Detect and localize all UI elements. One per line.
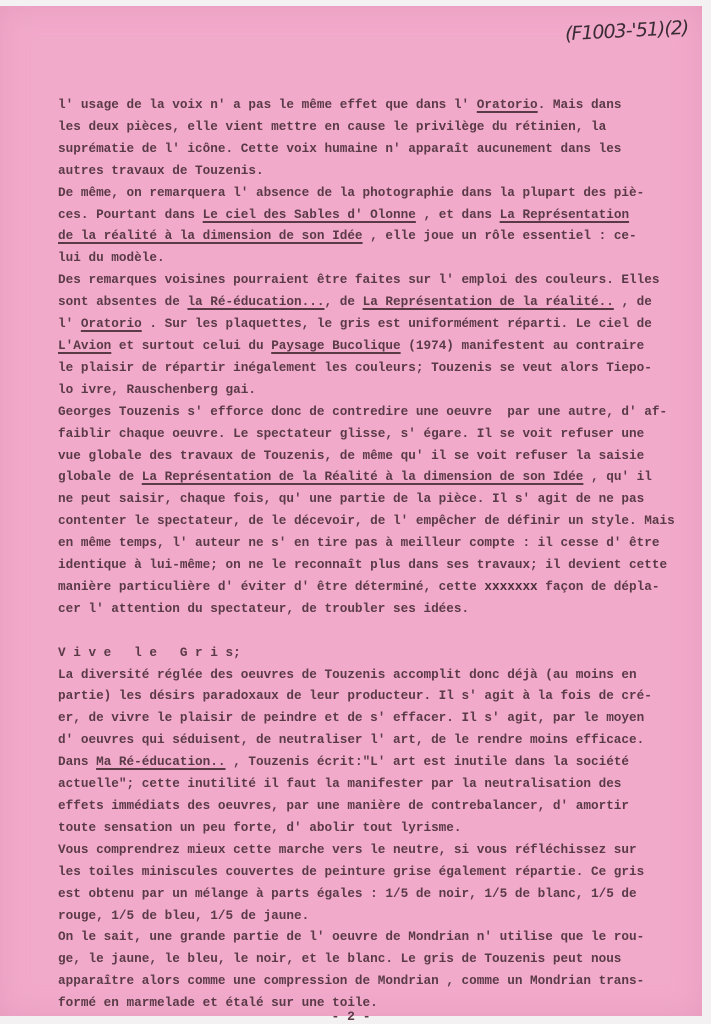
underlined-title: La Représentation [499, 206, 630, 222]
text-segment: Georges Touzenis s' efforce donc de contredire une oeuvre par une autre, d' af- [58, 403, 668, 419]
text-segment: lui du modèle. [58, 250, 165, 266]
underlined-title: de la réalité à la dimension de son Idée [58, 228, 363, 244]
text-segment: partie) les désirs paradoxaux de leur producteur. Il s' agit à la fois de cré- [58, 688, 652, 704]
text-segment: lo ivre, Rauschenberg gai. [58, 381, 256, 397]
text-segment: Des remarques voisines pourraient être faites sur l' emploi des couleurs. Elles [58, 272, 660, 288]
text-line [58, 707, 688, 729]
text-segment: De même, on remarquera l' absence de la photographie dans la plupart des piè- [58, 184, 645, 200]
text-line [58, 620, 688, 642]
text-segment: , elle joue un rôle essentiel : ce- [362, 228, 637, 244]
text-segment: l' [58, 316, 81, 332]
text-segment: les deux pièces, elle vient mettre en cause le privilège du rétinien, la [58, 118, 607, 134]
text-segment: er, de vivre le plaisir de peindre et de s' effacer. Il s' agit, par le moyen [58, 710, 645, 726]
text-line [58, 466, 688, 488]
text-line [58, 883, 688, 905]
text-segment: façon de dépla- [537, 578, 660, 594]
text-segment: , et dans [415, 206, 500, 222]
struck-out-text: xxxxxxx [484, 578, 538, 594]
page-number: - 2 - [331, 1009, 371, 1024]
text-line [58, 291, 688, 313]
text-segment: toute sensation un peu forte, d' abolir tout lyrisme. [58, 819, 462, 835]
text-line [58, 313, 688, 335]
text-line [58, 576, 688, 598]
text-segment: ge, le jaune, le bleu, le noir, et le blanc. Le gris de Touzenis peut nous [58, 951, 622, 967]
text-segment: Dans [58, 754, 97, 770]
underlined-title: la Ré-éducation... [187, 294, 325, 310]
text-segment: V i v e l e G r i s; [58, 644, 241, 660]
text-line [58, 664, 688, 686]
text-line [58, 204, 688, 226]
text-segment: (1974) manifestent au contraire [400, 337, 645, 353]
text-segment: , de [324, 294, 363, 310]
text-line [58, 401, 688, 423]
text-line [58, 160, 688, 182]
underlined-title: Oratorio [476, 97, 538, 112]
text-segment: . Mais dans [537, 97, 622, 112]
text-segment: sont absentes de [58, 294, 188, 310]
text-segment: d' oeuvres qui séduisent, de neutraliser l' art, de le rendre moins efficace. [58, 732, 645, 748]
underlined-title: Ma Ré-éducation.. [96, 754, 226, 770]
text-segment: La diversité réglée des oeuvres de Touzenis accomplit donc déjà (au moins en [58, 666, 637, 682]
text-segment: Vous comprendrez mieux cette marche vers le neutre, si vous réfléchissez sur [58, 841, 637, 857]
text-segment: contenter le spectateur, de le décevoir, de l' empêcher de définir un style. Mais [58, 513, 675, 529]
text-line [58, 116, 688, 138]
underlined-title: La Représentation de la Réalité à la dimension de son Idée [141, 469, 584, 485]
text-line [58, 773, 688, 795]
text-segment: suprématie de l' icône. Cette voix humaine n' apparaît aucunement dans les [58, 140, 622, 156]
text-segment: est obtenu par un mélange à parts égales : 1/5 de noir, 1/5 de blanc, 1/5 de [58, 885, 637, 901]
text-line [58, 685, 688, 707]
text-line [58, 642, 688, 664]
text-line [58, 225, 688, 247]
text-line [58, 729, 688, 751]
text-line [58, 598, 688, 620]
text-line [58, 247, 688, 269]
underlined-title: L'Avion [58, 337, 112, 353]
document-body [58, 94, 688, 1014]
text-line [58, 817, 688, 839]
text-line [58, 970, 688, 992]
text-segment: les toiles miniscules couvertes de peinture grise également répartie. Ce gris [58, 863, 645, 879]
text-line [58, 926, 688, 948]
underlined-title: Oratorio [80, 316, 142, 332]
underlined-title: La Représentation de la réalité.. [362, 294, 614, 310]
text-segment: ne peut saisir, chaque fois, qu' une partie de la pièce. Il s' agit de ne pas [58, 491, 645, 507]
text-segment: rouge, 1/5 de bleu, 1/5 de jaune. [58, 907, 310, 923]
text-line [58, 795, 688, 817]
text-line [58, 182, 688, 204]
text-line [58, 488, 688, 510]
text-segment: actuelle"; cette inutilité il faut la manifester par la neutralisation des [58, 776, 622, 792]
text-segment: le plaisir de répartir inégalement les couleurs; Touzenis se veut alors Tiepo- [58, 359, 652, 375]
text-line [58, 905, 688, 927]
text-line [58, 379, 688, 401]
text-line [58, 269, 688, 291]
text-segment: , qu' il [583, 469, 652, 485]
text-segment: formé en marmelade et étalé sur une toile. [58, 995, 378, 1011]
text-line [58, 948, 688, 970]
text-segment: identique à lui-même; on ne le reconnaît plus dans ses travaux; il devient cette [58, 557, 668, 573]
text-segment: autres travaux de Touzenis. [58, 162, 264, 178]
text-segment: manière particulière d' éviter d' être déterminé, cette [58, 578, 485, 594]
text-line [58, 839, 688, 861]
text-segment: apparaître alors comme une compression de Mondrian , comme un Mondrian trans- [58, 973, 645, 989]
text-segment: l' usage de la voix n' a pas le même effet que dans l' [58, 97, 477, 112]
text-segment: cer l' attention du spectateur, de troubler ses idées. [58, 600, 470, 616]
text-segment: faiblir chaque oeuvre. Le spectateur glisse, s' égare. Il se voit refuser une [58, 425, 645, 441]
text-segment: et surtout celui du [111, 337, 272, 353]
text-segment: en même temps, l' auteur ne s' en tire pas à meilleur compte : il cesse d' être [58, 535, 660, 551]
text-segment: ces. Pourtant dans [58, 206, 203, 222]
text-line [58, 94, 688, 116]
text-segment [58, 623, 66, 638]
text-line [58, 751, 688, 773]
text-segment: effets immédiats des oeuvres, par une manière de contrebalancer, d' amortir [58, 798, 630, 813]
underlined-title: Paysage Bucolique [271, 337, 401, 353]
text-segment: On le sait, une grande partie de l' oeuvre de Mondrian n' utilise que le rou- [58, 929, 645, 945]
text-segment: , Touzenis écrit:"L' art est inutile dans la société [225, 754, 630, 770]
underlined-title: Le ciel des Sables d' Olonne [202, 206, 416, 222]
text-segment: . Sur les plaquettes, le gris est uniformément réparti. Le ciel de [141, 316, 652, 332]
typewritten-page [0, 6, 702, 1024]
text-segment: , de [613, 294, 652, 310]
text-line [58, 861, 688, 883]
text-line [58, 445, 688, 467]
archive-reference-handwritten: (F1003-'51)(2) [564, 16, 689, 46]
text-line [58, 138, 688, 160]
text-segment: globale de [58, 469, 142, 485]
text-line [58, 510, 688, 532]
text-line [58, 423, 688, 445]
text-line [58, 532, 688, 554]
text-line [58, 335, 688, 357]
text-segment: vue globale des travaux de Touzenis, de même qu' il se voit refuser la saisie [58, 447, 645, 463]
text-line [58, 554, 688, 576]
text-line [58, 357, 688, 379]
